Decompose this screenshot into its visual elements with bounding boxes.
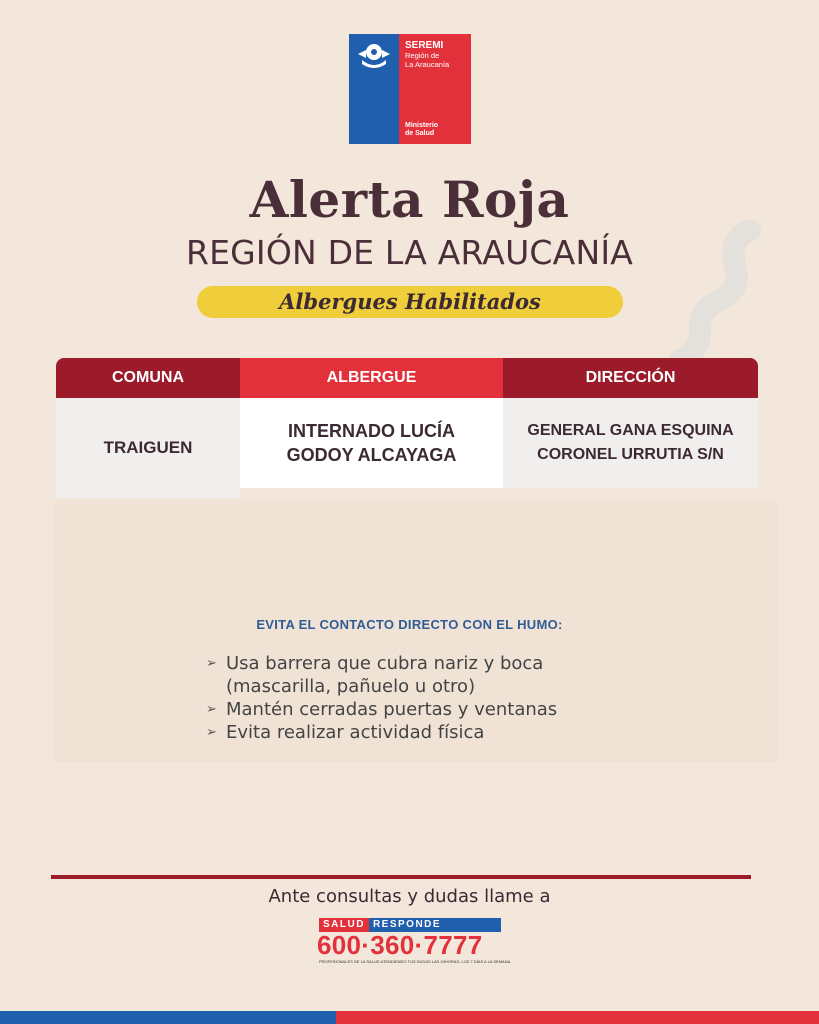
page-title: Alerta Roja [249, 170, 570, 229]
header-comuna: COMUNA [56, 358, 240, 398]
arrow-icon: ➢ [206, 725, 217, 740]
header-albergue: ALBERGUE [240, 358, 503, 398]
header-direccion: DIRECCIÓN [503, 358, 758, 398]
advice-heading: EVITA EL CONTACTO DIRECTO CON EL HUMO: [256, 617, 563, 632]
arrow-icon: ➢ [206, 656, 217, 671]
logo-ministry-line1: Ministerio [405, 122, 439, 129]
logo-region-line1: Región de [405, 51, 440, 60]
consult-text: Ante consultas y dudas llame a [268, 886, 551, 907]
advice-list [206, 652, 557, 744]
cell-direccion-line2: CORONEL URRUTIA S/N [537, 446, 724, 463]
logo-seremi: SEREMI [405, 40, 444, 51]
arrow-icon: ➢ [206, 702, 217, 717]
footer-red-bar [336, 1011, 819, 1024]
cell-albergue-line1: INTERNADO LUCÍA [288, 421, 455, 441]
crest-icon [356, 40, 392, 70]
page-subtitle: REGIÓN DE LA ARAUCANÍA [185, 233, 634, 272]
cell-albergue [240, 398, 503, 488]
cell-comuna: TRAIGUEN [56, 398, 240, 498]
cell-direccion-line1: GENERAL GANA ESQUINA [527, 422, 734, 439]
phone-subtext: PROFESIONALES DE LA SALUD ATENDIENDO TUS DUDAS LAS 24HORAS, LOS 7 DÍAS A LA SEMANA. [319, 959, 512, 964]
cell-direccion [503, 398, 758, 488]
logo-ministry [405, 122, 438, 138]
list-item: (mascarilla, pañuelo u otro) [226, 676, 476, 697]
shelters-pill: Albergues Habilitados [197, 286, 623, 318]
cell-albergue-line2: GODOY ALCAYAGA [286, 445, 457, 465]
logo-region-line2: La Araucanía [405, 60, 450, 69]
logo-ministry-line2: de Salud [405, 130, 435, 137]
table-header [56, 358, 758, 398]
logo-blue-panel [349, 34, 399, 144]
divider [51, 875, 751, 879]
band-responde: RESPONDE [369, 918, 501, 932]
list-item: ➢ Mantén cerradas puertas y ventanas [206, 699, 558, 720]
shelters-table [56, 358, 758, 498]
footer-blue-bar [0, 1011, 336, 1024]
list-item: ➢ Evita realizar actividad física [206, 722, 485, 743]
phone-number[interactable]: 600·360·7777 [317, 930, 483, 960]
logo-red-panel [399, 34, 471, 144]
seremi-logo [349, 34, 471, 144]
table-row [56, 398, 758, 498]
list-item: ➢ Usa barrera que cubra nariz y boca [206, 653, 544, 674]
band-salud: SALUD [319, 918, 369, 932]
